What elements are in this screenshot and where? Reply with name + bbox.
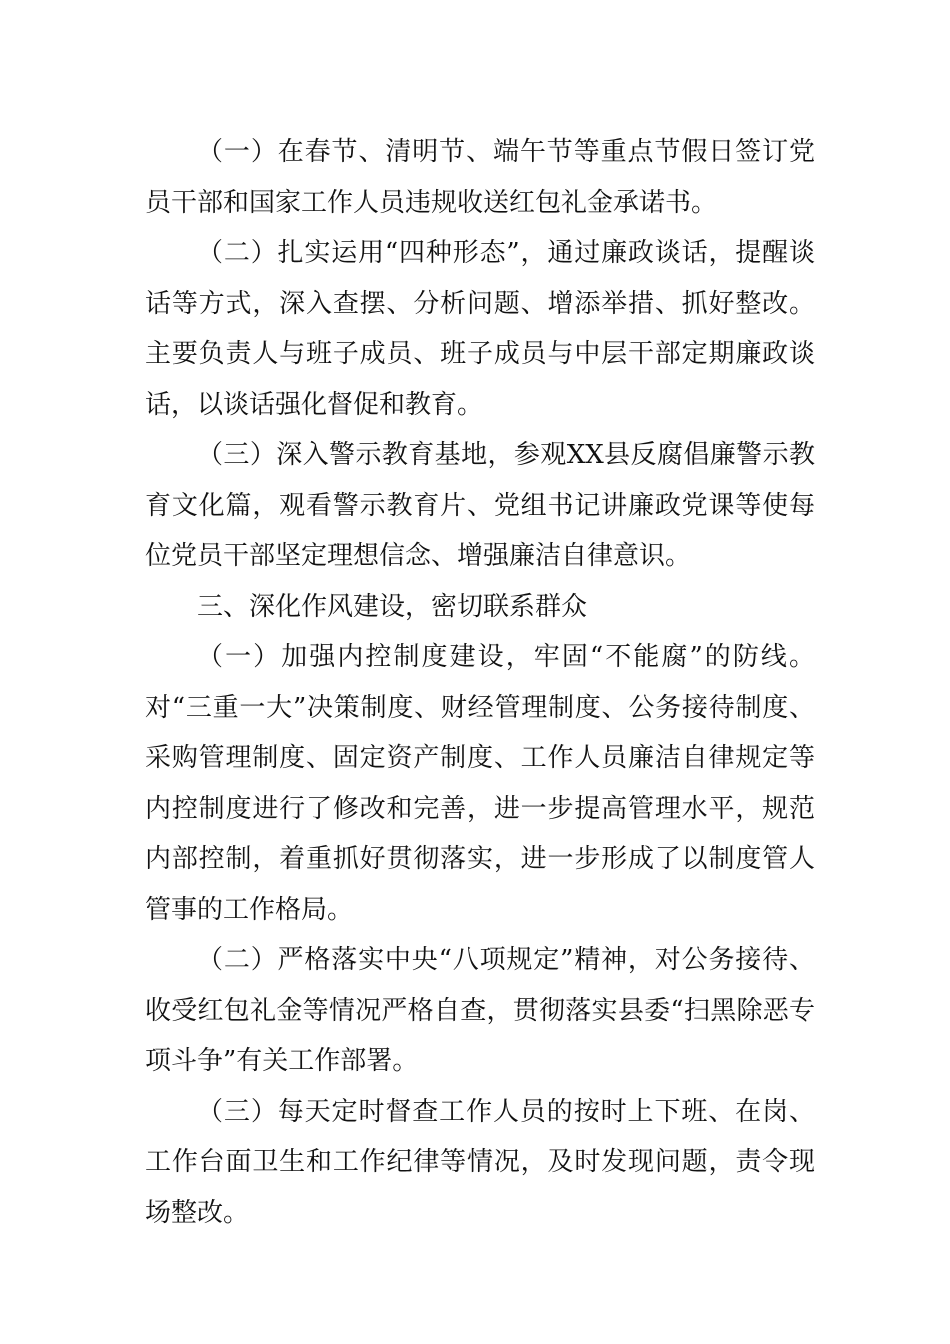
paragraph-1: （一）在春节、清明节、端午节等重点节假日签订党员干部和国家工作人员违规收送红包礼金承诺书。 xyxy=(145,137,815,218)
paragraph-5: （二）严格落实中央“八项规定”精神，对公务接待、收受红包礼金等情况严格自查，贯彻落实县委“扫黑除恶专项斗争”有关工作部署。 xyxy=(145,945,815,1076)
document-body xyxy=(145,127,815,1238)
paragraph-6: （三）每天定时督查工作人员的按时上下班、在岗、工作台面卫生和工作纪律等情况，及时发现问题，责令现场整改。 xyxy=(145,1096,815,1228)
paragraph-3: （三）深入警示教育基地，参观XX县反腐倡廉警示教育文化篇，观看警示教育片、党组书记讲廉政党课等使每位党员干部坚定理想信念、增强廉洁自律意识。 xyxy=(145,440,815,571)
paragraph-4: （一）加强内控制度建设，牢固“不能腐”的防线。对“三重一大”决策制度、财经管理制度、公务接待制度、采购管理制度、固定资产制度、工作人员廉洁自律规定等内控制度进行了修改和完善，进一步提高管理水平，规范内部控制，着重抓好贯彻落实，进一步形成了以制度管人管事的工作格局。 xyxy=(145,642,815,925)
paragraph-2: （二）扎实运用“四种形态”，通过廉政谈话，提醒谈话等方式，深入查摆、分析问题、增添举措、抓好整改。主要负责人与班子成员、班子成员与中层干部定期廉政谈话，以谈话强化督促和教育。 xyxy=(145,238,815,420)
section-heading: 三、深化作风建设，密切联系群众 xyxy=(197,591,588,622)
